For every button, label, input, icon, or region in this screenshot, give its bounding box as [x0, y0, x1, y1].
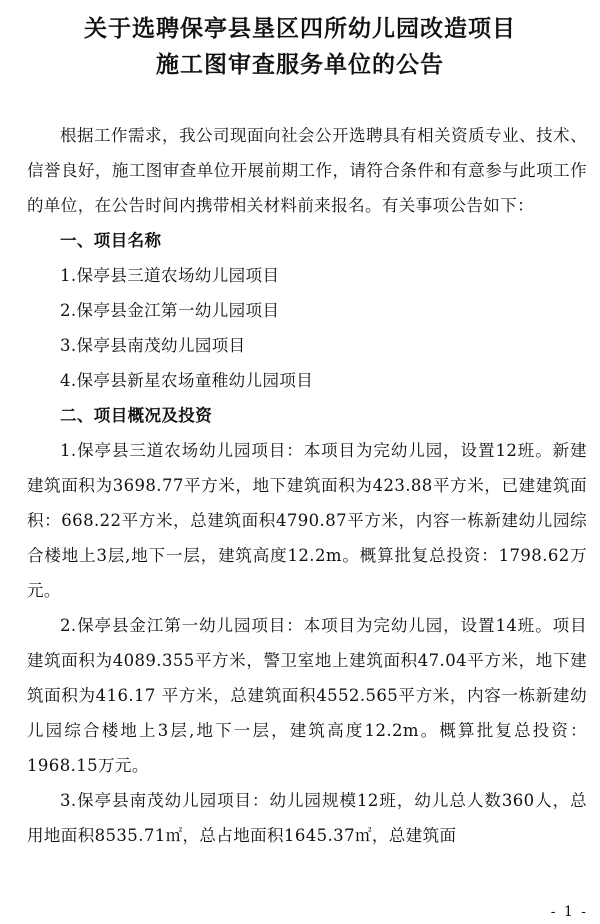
page-number: - 1 - [550, 904, 588, 920]
project-item-2: 2.保亭县金江第一幼儿园项目 [60, 301, 280, 320]
section-1-heading: 一、项目名称 [60, 231, 162, 250]
project-item-4: 4.保亭县新星农场童稚幼儿园项目 [60, 371, 314, 390]
overview-paragraph-2: 2.保亭县金江第一幼儿园项目：本项目为完幼儿园，设置14班。项目建筑面积为4089.355平方米，警卫室地上建筑面积47.04平方米，地下建筑面积为416.17 平方米，总建筑面积4552.565平方米，内容一栋新建幼儿园综合楼地上3层,地下一层，建筑高度12.2m。概算批复总投资：1968.15万元。 [27, 616, 587, 775]
section-2-heading: 二、项目概况及投资 [60, 406, 213, 425]
document-body [27, 118, 587, 853]
project-item-1: 1.保亭县三道农场幼儿园项目 [60, 266, 280, 285]
overview-paragraph-3: 3.保亭县南茂幼儿园项目：幼儿园规模12班，幼儿总人数360人，总用地面积8535.71㎡，总占地面积1645.37㎡，总建筑面 [27, 791, 587, 845]
intro-paragraph: 根据工作需求，我公司现面向社会公开选聘具有相关资质专业、技术、信誉良好，施工图审查单位开展前期工作，请符合条件和有意参与此项工作的单位，在公告时间内携带相关材料前来报名。有关事项公告如下： [27, 126, 587, 215]
document-title-line-1: 关于选聘保亭县垦区四所幼儿园改造项目 [84, 16, 516, 42]
overview-paragraph-1: 1.保亭县三道农场幼儿园项目：本项目为完幼儿园，设置12班。新建建筑面积为3698.77平方米，地下建筑面积为423.88平方米，已建建筑面积：668.22平方米，总建筑面积4790.87平方米，内容一栋新建幼儿园综合楼地上3层,地下一层，建筑高度12.2m。概算批复总投资：1798.62万元。 [27, 441, 587, 600]
document-title-line-2: 施工图审查服务单位的公告 [156, 52, 444, 78]
project-item-3: 3.保亭县南茂幼儿园项目 [60, 336, 246, 355]
